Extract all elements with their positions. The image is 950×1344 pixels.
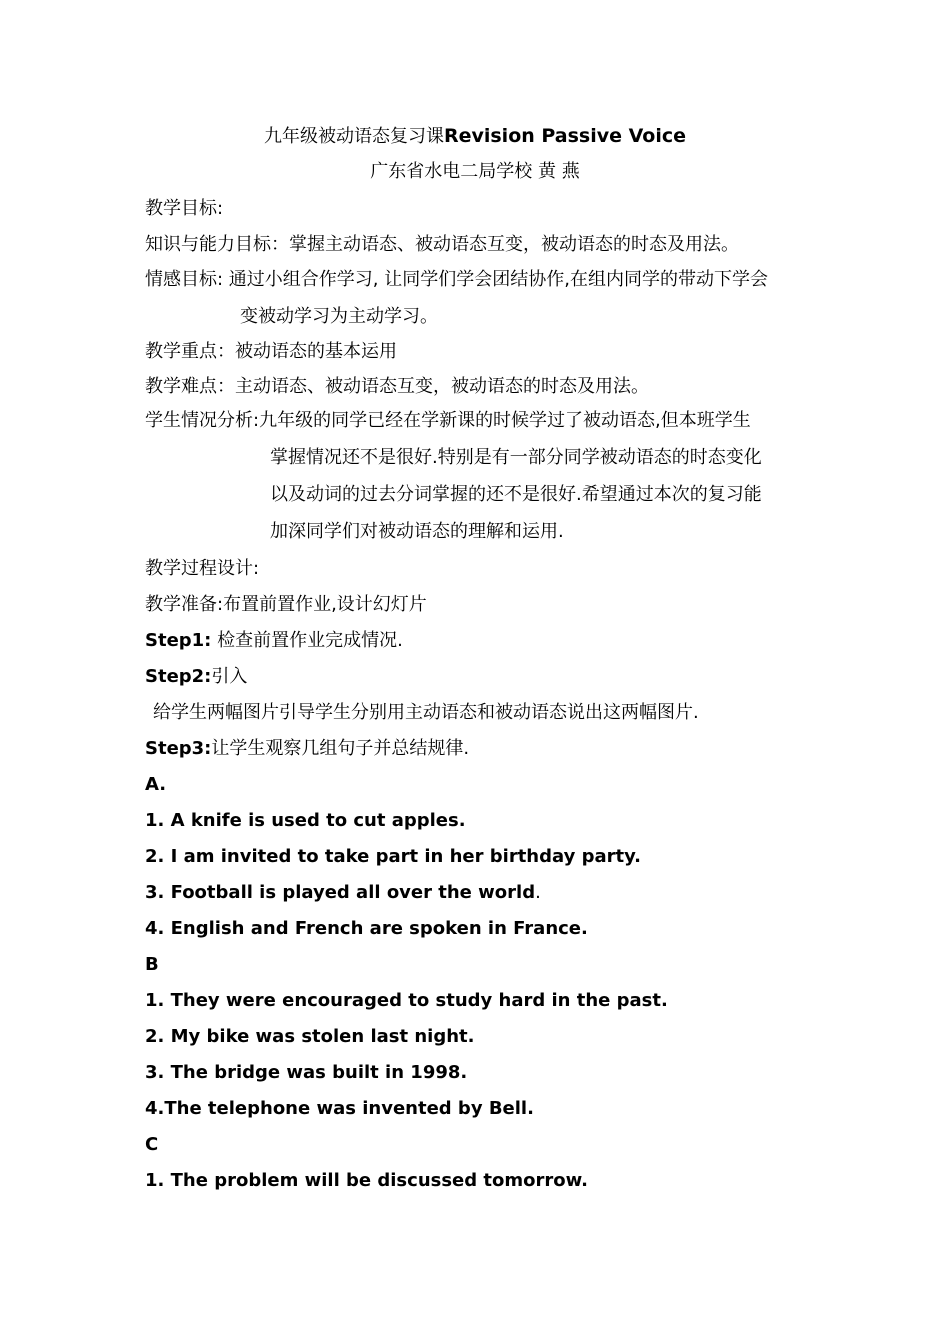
group-a-label: A. — [145, 774, 167, 795]
step3-label: Step3: — [145, 738, 212, 759]
step2-label: Step2: — [145, 666, 212, 687]
group-c-label: C — [145, 1134, 159, 1155]
group-b-label: B — [145, 954, 159, 975]
step3-line — [145, 737, 469, 761]
group-a-sentence-3 — [145, 881, 541, 905]
group-b-sentence-2: 2. My bike was stolen last night. — [145, 1026, 475, 1047]
key-point: 教学重点：被动语态的基本运用 — [145, 341, 397, 362]
analysis-line-2: 掌握情况还不是很好.特别是有一部分同学被动语态的时态变化 — [270, 447, 762, 468]
difficulty-point: 教学难点：主动语态、被动语态互变，被动语态的时态及用法。 — [145, 376, 649, 397]
process-heading: 教学过程设计: — [145, 558, 260, 579]
preparation-line: 教学准备:布置前置作业,设计幻灯片 — [145, 594, 427, 615]
group-a-sentence-1: 1. A knife is used to cut apples. — [145, 810, 466, 831]
step1-line — [145, 629, 403, 653]
title-english: Revision Passive Voice — [443, 125, 687, 147]
objectives-heading: 教学目标: — [145, 198, 224, 219]
emotion-objective-line-1: 情感目标: 通过小组合作学习, 让同学们学会团结协作,在组内同学的带动下学会 — [145, 269, 768, 290]
group-a-sentence-3-text: 3. Football is played all over the world — [145, 882, 536, 903]
group-b-sentence-1: 1. They were encouraged to study hard in the past. — [145, 990, 668, 1011]
title-chinese: 九年级被动语态复习课 — [263, 126, 444, 147]
step3-text: 让学生观察几组句子并总结规律. — [211, 738, 470, 759]
group-c-sentence-1: 1. The problem will be discussed tomorrow. — [145, 1170, 588, 1191]
step1-text: 检查前置作业完成情况. — [211, 630, 403, 651]
group-b-sentence-3: 3. The bridge was built in 1998. — [145, 1062, 468, 1083]
analysis-line-1: 学生情况分析:九年级的同学已经在学新课的时候学过了被动语态,但本班学生 — [145, 410, 751, 431]
group-b-sentence-4: 4.The telephone was invented by Bell. — [145, 1098, 534, 1119]
group-a-sentence-3-period: . — [535, 882, 541, 903]
group-a-sentence-4: 4. English and French are spoken in France. — [145, 918, 588, 939]
step2-detail: 给学生两幅图片引导学生分别用主动语态和被动语态说出这两幅图片. — [153, 702, 699, 723]
analysis-line-3: 以及动词的过去分词掌握的还不是很好.希望通过本次的复习能 — [270, 484, 762, 505]
step2-line — [145, 665, 247, 689]
step2-text: 引入 — [211, 666, 248, 687]
author-line: 广东省水电二局学校 黄 燕 — [370, 161, 580, 182]
analysis-line-4: 加深同学们对被动语态的理解和运用. — [270, 521, 564, 542]
page-title — [0, 124, 950, 149]
group-a-sentence-2: 2. I am invited to take part in her birthday party. — [145, 846, 642, 867]
step1-label: Step1: — [145, 630, 212, 651]
knowledge-objective: 知识与能力目标：掌握主动语态、被动语态互变，被动语态的时态及用法。 — [145, 234, 739, 255]
emotion-objective-line-2: 变被动学习为主动学习。 — [240, 306, 438, 327]
